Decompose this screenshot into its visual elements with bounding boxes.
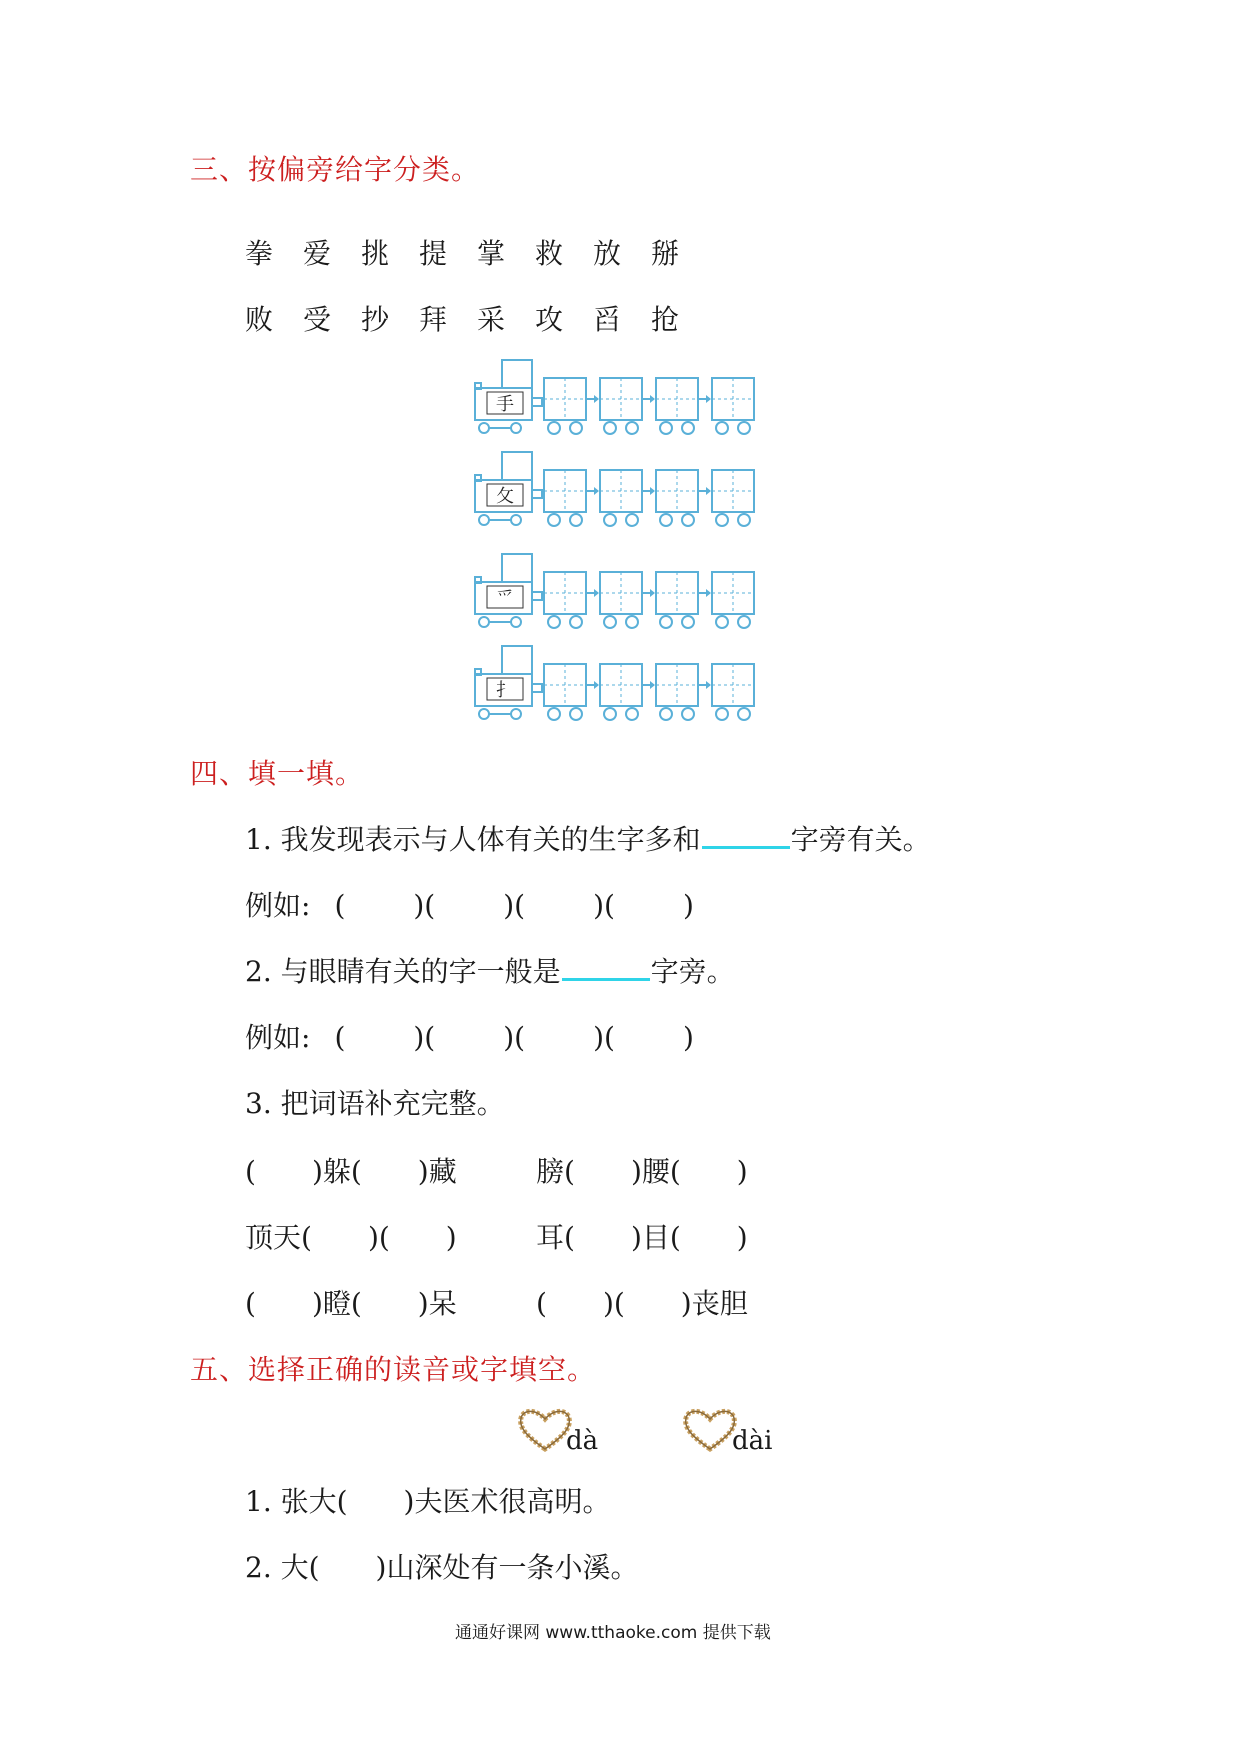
radical-label: 攵 xyxy=(496,486,514,507)
train-2 xyxy=(472,552,772,632)
idiom-1a xyxy=(245,1150,457,1190)
section-3-heading: 三、按偏旁给字分类。 xyxy=(190,153,481,186)
example-row-2: 例如: ( )( )( )( ) xyxy=(245,1021,694,1054)
idiom-text: )瞪( xyxy=(311,1287,362,1320)
idiom-text: 膀( xyxy=(536,1155,575,1188)
train-1 xyxy=(472,450,772,530)
idiom-2a xyxy=(245,1216,457,1256)
idiom-3b xyxy=(536,1282,748,1322)
char-r1-1: 爱 xyxy=(303,237,332,270)
idiom-text: 耳( xyxy=(536,1221,575,1254)
char-r1-0: 拳 xyxy=(245,237,274,270)
char-r2-4: 采 xyxy=(477,303,506,336)
train-0 xyxy=(472,358,772,438)
idiom-text: ) xyxy=(736,1221,748,1254)
q3: 3. 把词语补充完整。 xyxy=(245,1087,505,1120)
char-r2-3: 拜 xyxy=(419,303,448,336)
idiom-text: )躲( xyxy=(311,1155,362,1188)
char-row-2 xyxy=(245,298,709,338)
q2 xyxy=(245,950,735,990)
idiom-text: )( xyxy=(367,1221,390,1254)
s5-q1-text-end: )夫医术很高明。 xyxy=(403,1485,611,1518)
idiom-text: ) xyxy=(736,1155,748,1188)
q2-text: 2. 与眼睛有关的字一般是 xyxy=(245,955,561,988)
radical-label: 手 xyxy=(496,394,514,415)
char-row-1 xyxy=(245,232,709,272)
char-r2-0: 败 xyxy=(245,303,274,336)
s5-q2-text: 2. 大( xyxy=(245,1551,320,1584)
char-r1-6: 放 xyxy=(593,237,622,270)
idiom-text: )丧胆 xyxy=(680,1287,748,1320)
section-5-heading: 五、选择正确的读音或字填空。 xyxy=(190,1353,597,1386)
heart-icon xyxy=(680,1405,740,1455)
s5-q1 xyxy=(245,1480,610,1520)
char-r1-3: 提 xyxy=(419,237,448,270)
char-r2-6: 舀 xyxy=(593,303,622,336)
section-4-heading: 四、填一填。 xyxy=(190,757,365,790)
example-label: 例如: xyxy=(245,1021,311,1054)
q1-blank[interactable] xyxy=(702,842,790,849)
idiom-3a xyxy=(245,1282,457,1322)
idiom-text: ( xyxy=(245,1287,256,1320)
char-r2-1: 受 xyxy=(303,303,332,336)
idiom-text: 顶天( xyxy=(245,1221,312,1254)
q2-blank[interactable] xyxy=(562,974,650,981)
q2-text-end: 字旁。 xyxy=(650,955,735,988)
idiom-text: )( xyxy=(602,1287,625,1320)
q1 xyxy=(245,818,931,858)
pinyin-option-1: dà xyxy=(566,1426,599,1456)
char-r2-2: 抄 xyxy=(361,303,390,336)
idiom-2b xyxy=(536,1216,748,1256)
char-r1-7: 掰 xyxy=(651,237,680,270)
idiom-text: )目( xyxy=(630,1221,681,1254)
idiom-text: ( xyxy=(245,1155,256,1188)
idiom-1b xyxy=(536,1150,748,1190)
idiom-text: )藏 xyxy=(417,1155,457,1188)
train-3 xyxy=(472,644,772,724)
example-label: 例如: xyxy=(245,889,311,922)
char-r2-7: 抢 xyxy=(651,303,680,336)
char-r2-5: 攻 xyxy=(535,303,564,336)
s5-q2-text-end: )山深处有一条小溪。 xyxy=(375,1551,639,1584)
q1-text-end: 字旁有关。 xyxy=(790,823,931,856)
example-row-1: 例如: ( )( )( )( ) xyxy=(245,889,694,922)
pinyin-option-2: dài xyxy=(732,1426,773,1456)
s5-q2 xyxy=(245,1546,638,1586)
radical-label: 爫 xyxy=(496,588,514,609)
idiom-text: )腰( xyxy=(630,1155,681,1188)
idiom-text: ) xyxy=(445,1221,457,1254)
q1-text: 1. 我发现表示与人体有关的生字多和 xyxy=(245,823,701,856)
char-r1-4: 掌 xyxy=(477,237,506,270)
char-r1-2: 挑 xyxy=(361,237,390,270)
radical-label: 扌 xyxy=(496,680,514,701)
char-r1-5: 救 xyxy=(535,237,564,270)
idiom-text: ( xyxy=(536,1287,547,1320)
idiom-text: )呆 xyxy=(417,1287,457,1320)
s5-q1-text: 1. 张大( xyxy=(245,1485,348,1518)
footer-credit: 通通好课网 www.tthaoke.com 提供下载 xyxy=(455,1623,771,1643)
